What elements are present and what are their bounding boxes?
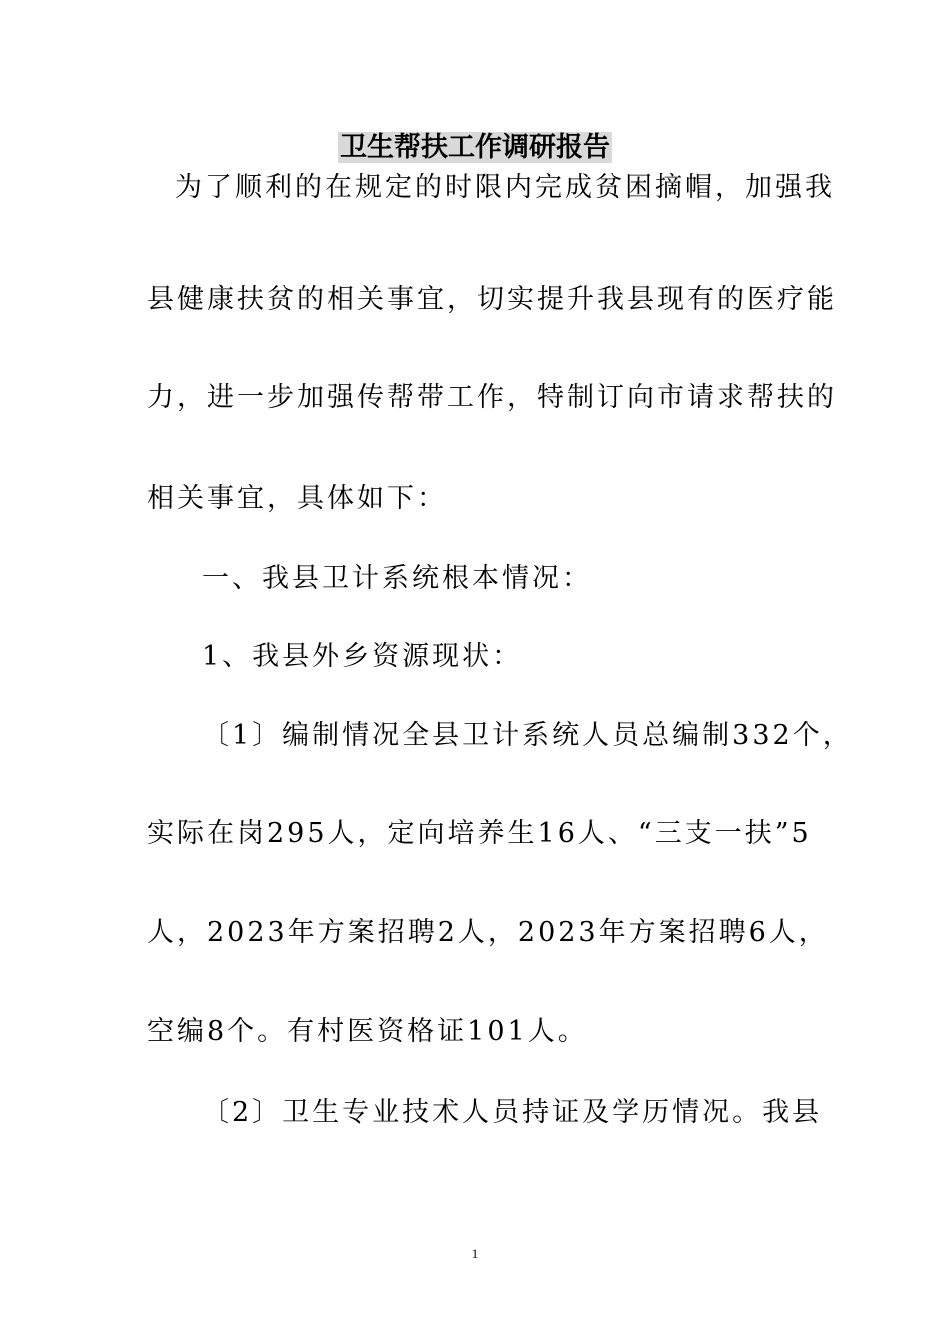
section-heading: 一、我县卫计系统根本情况： — [202, 563, 592, 594]
paragraph-line: 县健康扶贫的相关事宜，切实提升我县现有的医疗能 — [147, 284, 837, 315]
paragraph-line: 〔2〕卫生专业技术人员持证及学历情况。我县 — [202, 1097, 823, 1128]
document-title-text: 卫生帮扶工作调研报告 — [340, 132, 610, 163]
paragraph-line: 〔1〕编制情况全县卫计系统人员总编制332个， — [202, 720, 853, 751]
document-title — [0, 128, 950, 168]
paragraph-line: 实际在岗295人，定向培养生16人、“三支一扶”5 — [147, 818, 812, 849]
paragraph-line: 相关事宜，具体如下： — [147, 483, 447, 514]
paragraph-line: 力，进一步加强传帮带工作，特制订向市请求帮扶的 — [147, 382, 837, 413]
page-number: 1 — [471, 1246, 479, 1261]
paragraph-line: 人，2023年方案招聘2人，2023年方案招聘6人， — [147, 917, 829, 948]
paragraph-line: 为了顺利的在规定的时限内完成贫困摘帽，加强我 — [175, 172, 835, 203]
paragraph-line: 空编8个。有村医资格证101人。 — [147, 1016, 588, 1047]
subsection-heading: 1、我县外乡资源现状： — [202, 641, 523, 672]
